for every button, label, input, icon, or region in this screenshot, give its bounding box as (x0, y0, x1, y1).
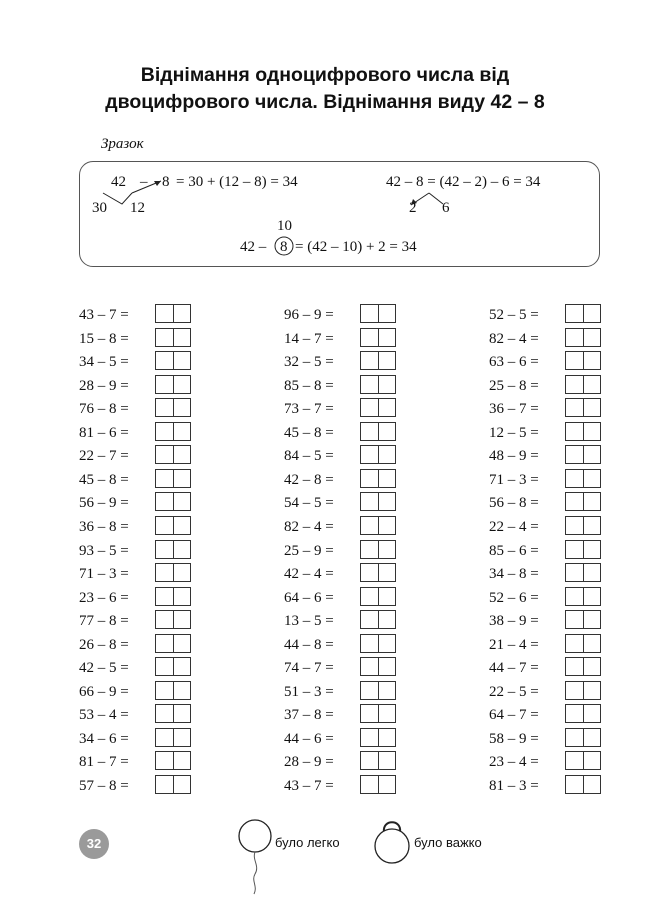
page-title (0, 62, 650, 116)
exercise-row (79, 540, 199, 562)
answer-boxes[interactable] (360, 587, 396, 606)
exercise-row (79, 492, 199, 514)
example2-part1: 2 (409, 200, 417, 216)
exercise-expression: 53 – 4 = (79, 707, 129, 724)
exercise-row (489, 751, 609, 773)
exercise-expression: 82 – 4 = (284, 518, 334, 535)
exercise-expression: 37 – 8 = (284, 707, 334, 724)
exercise-expression: 66 – 9 = (79, 683, 129, 700)
page-number: 32 (79, 829, 109, 859)
answer-boxes[interactable] (360, 657, 396, 676)
answer-boxes[interactable] (155, 751, 191, 770)
exercise-row (79, 398, 199, 420)
exercise-expression: 44 – 6 = (284, 730, 334, 747)
exercise-expression: 64 – 6 = (284, 589, 334, 606)
exercise-expression: 38 – 9 = (489, 613, 539, 630)
exercise-row (79, 728, 199, 750)
answer-boxes[interactable] (565, 304, 601, 323)
exercise-expression: 73 – 7 = (284, 401, 334, 418)
exercise-row (284, 657, 404, 679)
answer-boxes[interactable] (565, 469, 601, 488)
answer-boxes[interactable] (155, 351, 191, 370)
answer-boxes[interactable] (360, 516, 396, 535)
answer-boxes[interactable] (155, 704, 191, 723)
answer-boxes[interactable] (155, 492, 191, 511)
exercise-row (79, 587, 199, 609)
exercise-row (284, 634, 404, 656)
exercise-row (284, 351, 404, 373)
exercise-expression: 23 – 6 = (79, 589, 129, 606)
answer-boxes[interactable] (360, 681, 396, 700)
exercise-row (284, 445, 404, 467)
example3-above-number: 10 (277, 218, 292, 234)
exercise-expression: 13 – 5 = (284, 613, 334, 630)
exercise-expression: 76 – 8 = (79, 401, 129, 418)
exercise-expression: 15 – 8 = (79, 330, 129, 347)
answer-boxes[interactable] (360, 634, 396, 653)
exercise-row (489, 422, 609, 444)
example3-minuend: 42 – (240, 239, 267, 255)
answer-boxes[interactable] (565, 328, 601, 347)
exercise-expression: 96 – 9 = (284, 307, 334, 323)
exercise-row (79, 328, 199, 350)
exercise-row (284, 610, 404, 632)
example3-circled-subtrahend: 8 (280, 239, 288, 255)
answer-boxes[interactable] (360, 540, 396, 559)
exercise-row (79, 469, 199, 491)
answer-boxes[interactable] (155, 587, 191, 606)
answer-boxes[interactable] (360, 728, 396, 747)
exercise-expression: 51 – 3 = (284, 683, 334, 700)
answer-boxes[interactable] (360, 751, 396, 770)
exercise-row (489, 657, 609, 679)
exercise-expression: 85 – 6 = (489, 542, 539, 559)
answer-boxes[interactable] (565, 540, 601, 559)
answer-boxes[interactable] (360, 445, 396, 464)
weight-icon (372, 815, 412, 867)
answer-boxes[interactable] (565, 375, 601, 394)
exercise-expression: 25 – 8 = (489, 377, 539, 394)
answer-boxes[interactable] (565, 610, 601, 629)
exercise-expression: 22 – 5 = (489, 683, 539, 700)
exercise-row (284, 422, 404, 444)
exercise-expression: 34 – 6 = (79, 730, 129, 747)
exercise-row (284, 492, 404, 514)
exercise-row (79, 375, 199, 397)
exercise-row (284, 540, 404, 562)
answer-boxes[interactable] (565, 704, 601, 723)
exercise-row (284, 304, 404, 326)
exercise-expression: 22 – 4 = (489, 518, 539, 535)
answer-boxes[interactable] (565, 775, 601, 794)
exercise-expression: 42 – 5 = (79, 660, 129, 677)
exercise-row (284, 751, 404, 773)
answer-boxes[interactable] (360, 375, 396, 394)
answer-boxes[interactable] (155, 422, 191, 441)
exercise-expression: 44 – 7 = (489, 660, 539, 677)
exercise-expression: 85 – 8 = (284, 377, 334, 394)
exercise-expression: 48 – 9 = (489, 448, 539, 465)
exercise-row (284, 681, 404, 703)
exercise-row (284, 775, 404, 797)
exercise-row (284, 398, 404, 420)
answer-boxes[interactable] (155, 563, 191, 582)
answer-boxes[interactable] (565, 657, 601, 676)
example1-solution: = 30 + (12 – 8) = 34 (176, 174, 298, 190)
exercise-expression: 81 – 7 = (79, 754, 129, 771)
exercise-row (79, 704, 199, 726)
exercise-expression: 26 – 8 = (79, 636, 129, 653)
exercise-expression: 32 – 5 = (284, 354, 334, 371)
answer-boxes[interactable] (155, 657, 191, 676)
exercise-row (79, 422, 199, 444)
exercise-expression: 71 – 3 = (79, 566, 129, 583)
answer-boxes[interactable] (155, 681, 191, 700)
answer-boxes[interactable] (360, 304, 396, 323)
exercise-expression: 22 – 7 = (79, 448, 129, 465)
exercise-expression: 36 – 8 = (79, 518, 129, 535)
answer-boxes[interactable] (155, 610, 191, 629)
exercise-expression: 56 – 9 = (79, 495, 129, 512)
hard-label: було важко (414, 835, 482, 850)
answer-boxes[interactable] (360, 775, 396, 794)
exercise-row (489, 587, 609, 609)
answer-boxes[interactable] (360, 704, 396, 723)
exercise-row (489, 445, 609, 467)
exercise-row (489, 704, 609, 726)
exercise-expression: 36 – 7 = (489, 401, 539, 418)
exercise-expression: 14 – 7 = (284, 330, 334, 347)
exercise-row (79, 351, 199, 373)
exercise-expression: 42 – 8 = (284, 471, 334, 488)
exercise-row (284, 328, 404, 350)
title-line-1: Віднімання одноцифрового числа від (140, 64, 510, 86)
answer-boxes[interactable] (155, 540, 191, 559)
answer-boxes[interactable] (155, 445, 191, 464)
exercise-row (284, 375, 404, 397)
example1-subtrahend: 8 (162, 174, 170, 190)
exercise-expression: 57 – 8 = (79, 778, 129, 794)
example1-minus: – (140, 174, 148, 190)
answer-boxes[interactable] (155, 634, 191, 653)
exercise-row (79, 681, 199, 703)
exercise-expression: 45 – 8 = (79, 471, 129, 488)
exercise-expression: 63 – 6 = (489, 354, 539, 371)
exercise-expression: 64 – 7 = (489, 707, 539, 724)
example1-part2: 12 (130, 200, 145, 216)
exercise-row (489, 398, 609, 420)
answer-boxes[interactable] (360, 398, 396, 417)
easy-label: було легко (275, 835, 340, 850)
answer-boxes[interactable] (155, 304, 191, 323)
exercise-expression: 71 – 3 = (489, 471, 539, 488)
example1-minuend: 42 (111, 174, 126, 190)
exercise-row (284, 469, 404, 491)
example3-solution: = (42 – 10) + 2 = 34 (295, 239, 417, 255)
exercise-row (79, 563, 199, 585)
exercise-row (79, 610, 199, 632)
exercise-row (489, 351, 609, 373)
exercise-expression: 58 – 9 = (489, 730, 539, 747)
answer-boxes[interactable] (565, 492, 601, 511)
answer-boxes[interactable] (565, 398, 601, 417)
answer-boxes[interactable] (565, 563, 601, 582)
exercise-row (489, 610, 609, 632)
answer-boxes[interactable] (565, 351, 601, 370)
answer-boxes[interactable] (565, 728, 601, 747)
exercise-row (284, 563, 404, 585)
answer-boxes[interactable] (360, 610, 396, 629)
exercise-row (79, 304, 199, 326)
answer-boxes[interactable] (565, 634, 601, 653)
answer-boxes[interactable] (155, 398, 191, 417)
answer-boxes[interactable] (155, 328, 191, 347)
exercise-row (489, 728, 609, 750)
answer-boxes[interactable] (360, 563, 396, 582)
exercise-expression: 21 – 4 = (489, 636, 539, 653)
exercise-expression: 44 – 8 = (284, 636, 334, 653)
exercise-expression: 52 – 6 = (489, 589, 539, 606)
exercise-expression: 28 – 9 = (284, 754, 334, 771)
exercise-expression: 56 – 8 = (489, 495, 539, 512)
exercise-expression: 12 – 5 = (489, 424, 539, 441)
answer-boxes[interactable] (155, 728, 191, 747)
exercise-row (489, 304, 609, 326)
exercise-row (79, 657, 199, 679)
exercise-row (284, 728, 404, 750)
exercise-expression: 42 – 4 = (284, 566, 334, 583)
answer-boxes[interactable] (565, 681, 601, 700)
exercise-expression: 54 – 5 = (284, 495, 334, 512)
answer-boxes[interactable] (565, 751, 601, 770)
exercise-expression: 81 – 6 = (79, 424, 129, 441)
exercise-expression: 45 – 8 = (284, 424, 334, 441)
answer-boxes[interactable] (155, 775, 191, 794)
exercise-expression: 93 – 5 = (79, 542, 129, 559)
exercise-row (284, 516, 404, 538)
answer-boxes[interactable] (565, 516, 601, 535)
exercise-row (489, 375, 609, 397)
exercise-row (79, 634, 199, 656)
exercise-expression: 25 – 9 = (284, 542, 334, 559)
exercise-row (489, 469, 609, 491)
exercise-expression: 52 – 5 = (489, 307, 539, 323)
exercise-row (489, 540, 609, 562)
exercise-expression: 34 – 8 = (489, 566, 539, 583)
exercise-row (489, 681, 609, 703)
answer-boxes[interactable] (360, 328, 396, 347)
exercise-expression: 84 – 5 = (284, 448, 334, 465)
answer-boxes[interactable] (360, 351, 396, 370)
exercise-row (489, 563, 609, 585)
example2-part2: 6 (442, 200, 450, 216)
answer-boxes[interactable] (360, 422, 396, 441)
exercise-expression: 23 – 4 = (489, 754, 539, 771)
answer-boxes[interactable] (565, 422, 601, 441)
exercise-row (79, 445, 199, 467)
exercise-row (489, 492, 609, 514)
exercise-expression: 43 – 7 = (79, 307, 129, 323)
exercise-expression: 74 – 7 = (284, 660, 334, 677)
exercise-expression: 77 – 8 = (79, 613, 129, 630)
example2-expression: 42 – 8 = (42 – 2) – 6 = 34 (386, 174, 541, 190)
answer-boxes[interactable] (155, 516, 191, 535)
sample-label: Зразок (101, 136, 144, 152)
exercise-row (489, 775, 609, 797)
balloon-icon (236, 814, 276, 904)
exercise-row (284, 704, 404, 726)
exercise-row (79, 775, 199, 797)
answer-boxes[interactable] (565, 445, 601, 464)
exercise-row (79, 751, 199, 773)
answer-boxes[interactable] (155, 469, 191, 488)
answer-boxes[interactable] (155, 375, 191, 394)
exercise-row (79, 516, 199, 538)
exercise-row (489, 634, 609, 656)
exercise-expression: 43 – 7 = (284, 778, 334, 794)
exercise-expression: 28 – 9 = (79, 377, 129, 394)
exercise-expression: 82 – 4 = (489, 330, 539, 347)
answer-boxes[interactable] (360, 469, 396, 488)
exercise-row (489, 516, 609, 538)
sample-box (79, 161, 600, 267)
exercise-expression: 81 – 3 = (489, 778, 539, 794)
answer-boxes[interactable] (360, 492, 396, 511)
answer-boxes[interactable] (565, 587, 601, 606)
exercise-row (284, 587, 404, 609)
example1-part1: 30 (92, 200, 107, 216)
exercise-row (489, 328, 609, 350)
exercise-expression: 34 – 5 = (79, 354, 129, 371)
title-line-2: двоцифрового числа. Віднімання виду 42 – 8 (105, 91, 545, 113)
